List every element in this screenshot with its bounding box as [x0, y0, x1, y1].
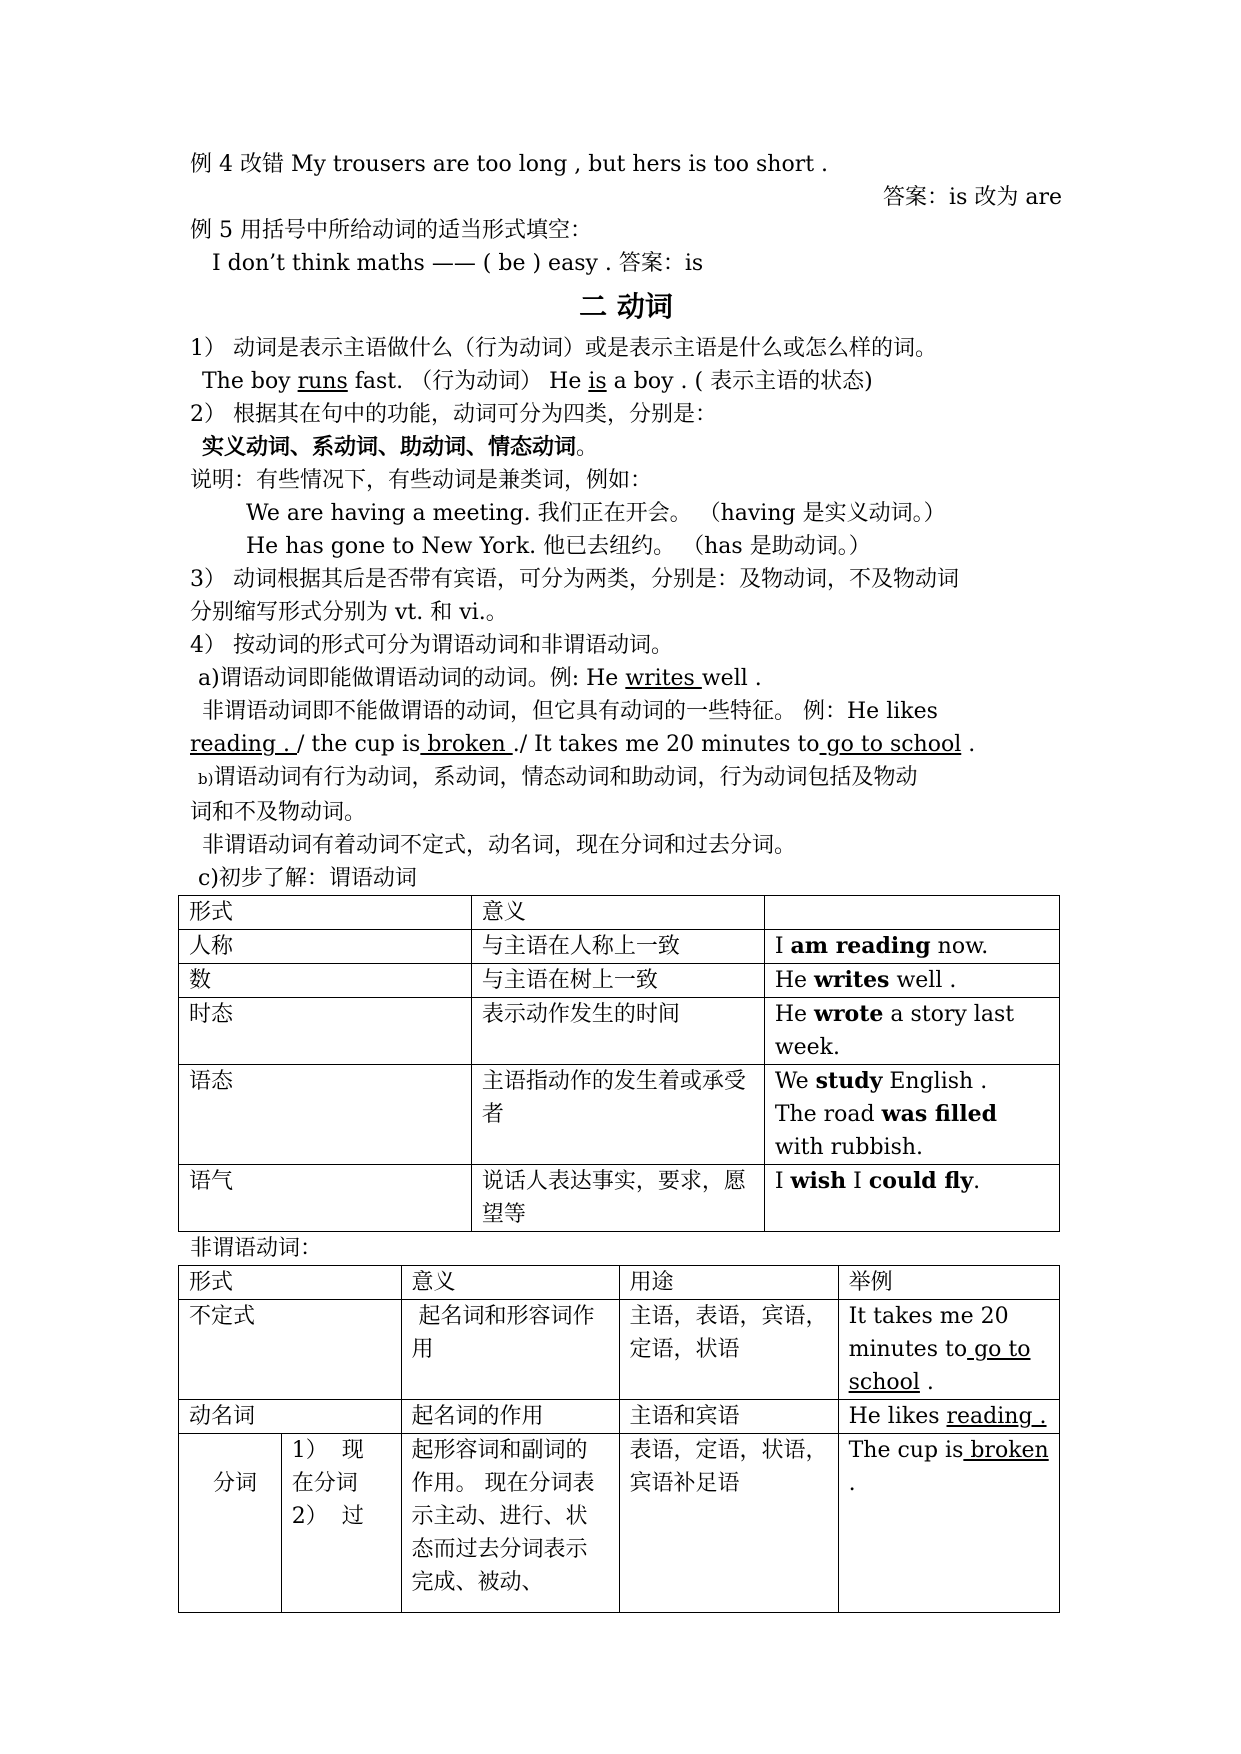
example-cell: [764, 998, 1059, 1065]
meaning-cell: 主语指动作的发生着或承受者: [471, 1065, 764, 1165]
header-cell: 意义: [401, 1266, 619, 1300]
nonfinite-types: 非谓语动词有着动词不定式，动名词，现在分词和过去分词。: [202, 833, 797, 858]
table-row: [179, 1300, 1060, 1400]
section-heading: 二 动词: [579, 290, 673, 323]
text: We: [774, 1069, 816, 1094]
point-4c: c)初步了解：谓语动词: [198, 866, 417, 891]
bold-verb: writes: [814, 967, 890, 993]
use-cell: 主语，表语，宾语，定语，状语: [619, 1300, 838, 1400]
meaning-cell: 表示动作发生的时间: [471, 998, 764, 1065]
table-header-row: [179, 896, 1060, 930]
sub-form-cell: 1） 现在分词 2） 过: [281, 1434, 401, 1613]
form-cell: 语气: [179, 1165, 472, 1232]
table-row: [179, 1165, 1060, 1232]
form-cell: 动名词: [179, 1400, 402, 1434]
text: He likes: [848, 1404, 947, 1429]
text: 谓语动词有行为动词，系动词，情态动词和助动词，行为动词包括及物动: [213, 765, 918, 790]
form-cell: 分词: [179, 1434, 282, 1613]
underlined-verb: broken: [963, 1438, 1049, 1463]
bold-verb: wish: [790, 1168, 847, 1194]
text: with rubbish.: [774, 1135, 924, 1160]
point-4: 4） 按动词的形式可分为谓语动词和非谓语动词。: [190, 633, 673, 658]
example-cell: [838, 1400, 1059, 1434]
example-4-answer: 答案：is 改为 are: [883, 185, 1062, 210]
example-text: a boy . ( 表示主语的状态): [606, 369, 873, 394]
header-cell: 形式: [179, 896, 472, 930]
underlined-verb: runs: [297, 369, 348, 394]
point-3-line-1: 3） 动词根据其后是否带有宾语，可分为两类，分别是：及物动词，不及物动词: [190, 567, 959, 592]
table-row: [179, 964, 1060, 998]
nonfinite-verb-table: [178, 1265, 1060, 1613]
text: .: [848, 1471, 856, 1496]
example-5: 例 5 用括号中所给动词的适当形式填空：: [190, 218, 592, 243]
meaning-cell: 与主语在人称上一致: [471, 930, 764, 964]
header-cell: 举例: [838, 1266, 1059, 1300]
underlined-verb: broken: [420, 732, 513, 757]
text: ./ It takes me 20 minutes to: [512, 732, 820, 757]
bold-verb: am reading: [790, 933, 931, 959]
use-cell: 主语和宾语: [619, 1400, 838, 1434]
example-cell: [838, 1300, 1059, 1400]
note-example-1: We are having a meeting. 我们正在开会。 （having 是实义动词。）: [246, 501, 946, 526]
point-4b-line-2: 词和不及物动词。: [190, 800, 367, 825]
meaning-cell: 起名词和形容词作用: [401, 1300, 619, 1400]
punctuation: 。: [576, 435, 599, 460]
text: He: [774, 1002, 815, 1027]
header-cell: 意义: [471, 896, 764, 930]
underlined-verb: writes: [625, 666, 702, 691]
text: now.: [930, 934, 989, 959]
underlined-verb: reading .: [190, 732, 298, 757]
table-header-row: [179, 1266, 1060, 1300]
note-example-2: He has gone to New York. 他已去纽约。 （has 是助动词。）: [246, 534, 871, 559]
meaning-cell: 与主语在树上一致: [471, 964, 764, 998]
example-cell: [838, 1434, 1059, 1613]
header-cell: 形式: [179, 1266, 402, 1300]
finite-verb-table: [178, 895, 1060, 1232]
point-4b: [190, 761, 1062, 796]
point-1-examples: [190, 365, 1062, 398]
underlined-verb: is: [588, 369, 607, 394]
verb-categories-bold: 实义动词、系动词、助动词、情态动词: [202, 434, 577, 460]
bold-verb: could fly: [868, 1168, 974, 1194]
example-cell: [764, 1165, 1059, 1232]
example-5-sentence: I don’t think maths —— ( be ) easy . 答案：is: [212, 251, 704, 276]
text: / the cup is: [297, 732, 421, 757]
point-2: 2） 根据其在句中的功能，动词可分为四类，分别是：: [190, 402, 717, 427]
text: The road: [774, 1102, 882, 1127]
underlined-verb: reading .: [946, 1404, 1047, 1429]
example-cell: [764, 964, 1059, 998]
nonfinite-examples: [190, 728, 1062, 761]
text: I: [846, 1169, 869, 1194]
text: a story last week.: [774, 1002, 1015, 1060]
text: .: [919, 1370, 934, 1395]
text: well .: [889, 968, 957, 993]
text: The cup is: [848, 1438, 964, 1463]
table-row: [179, 930, 1060, 964]
meaning-cell: 起名词的作用: [401, 1400, 619, 1434]
text: He: [774, 968, 815, 993]
form-cell: 人称: [179, 930, 472, 964]
table-row: [179, 1434, 1060, 1613]
note: 说明：有些情况下，有些动词是兼类词，例如：: [190, 468, 653, 493]
example-cell: [764, 930, 1059, 964]
verb-categories: [190, 431, 1062, 464]
text: English .: [882, 1069, 988, 1094]
form-cell: 不定式: [179, 1300, 402, 1400]
underlined-verb: go to school: [848, 1337, 1031, 1395]
text: It takes me 20 minutes to: [848, 1304, 1009, 1362]
form-cell: 语态: [179, 1065, 472, 1165]
bold-verb: was filled: [881, 1101, 997, 1127]
example-cell: [764, 1065, 1059, 1165]
text: .: [961, 732, 976, 757]
use-cell: 表语，定语，状语，宾语补足语: [619, 1434, 838, 1613]
point-4a: [190, 662, 1062, 695]
meaning-cell: 起形容词和副词的作用。 现在分词表示主动、进行、状态而过去分词表示完成、被动、: [401, 1434, 619, 1613]
form-cell: 时态: [179, 998, 472, 1065]
table-row: [179, 1400, 1060, 1434]
nonfinite-label: 非谓语动词：: [190, 1236, 323, 1261]
header-cell: [764, 896, 1059, 930]
text: a)谓语动词即能做谓语动词的动词。例: He: [198, 666, 626, 691]
text: I: [774, 934, 791, 959]
point-3-line-2: 分别缩写形式分别为 vt. 和 vi.。: [190, 600, 508, 625]
point-1: 1） 动词是表示主语做什么（行为动词）或是表示主语是什么或怎么样的词。: [190, 336, 937, 361]
bold-verb: wrote: [814, 1001, 884, 1027]
nonfinite-definition: 非谓语动词即不能做谓语的动词，但它具有动词的一些特征。 例：He likes: [202, 699, 938, 724]
list-marker: b): [198, 770, 214, 788]
table-row: [179, 1065, 1060, 1165]
text: I: [774, 1169, 791, 1194]
table-row: [179, 998, 1060, 1065]
example-4: 例 4 改错 My trousers are too long , but hers is too short .: [190, 152, 829, 177]
header-cell: 用途: [619, 1266, 838, 1300]
example-text: fast. （行为动词） He: [347, 369, 589, 394]
bold-verb: study: [815, 1068, 883, 1094]
underlined-verb: go to school: [819, 732, 962, 757]
meaning-cell: 说话人表达事实，要求，愿望等: [471, 1165, 764, 1232]
text: well .: [701, 666, 762, 691]
document-page: [190, 148, 1062, 1613]
form-cell: 数: [179, 964, 472, 998]
example-text: The boy: [202, 369, 298, 394]
text: .: [973, 1169, 981, 1194]
